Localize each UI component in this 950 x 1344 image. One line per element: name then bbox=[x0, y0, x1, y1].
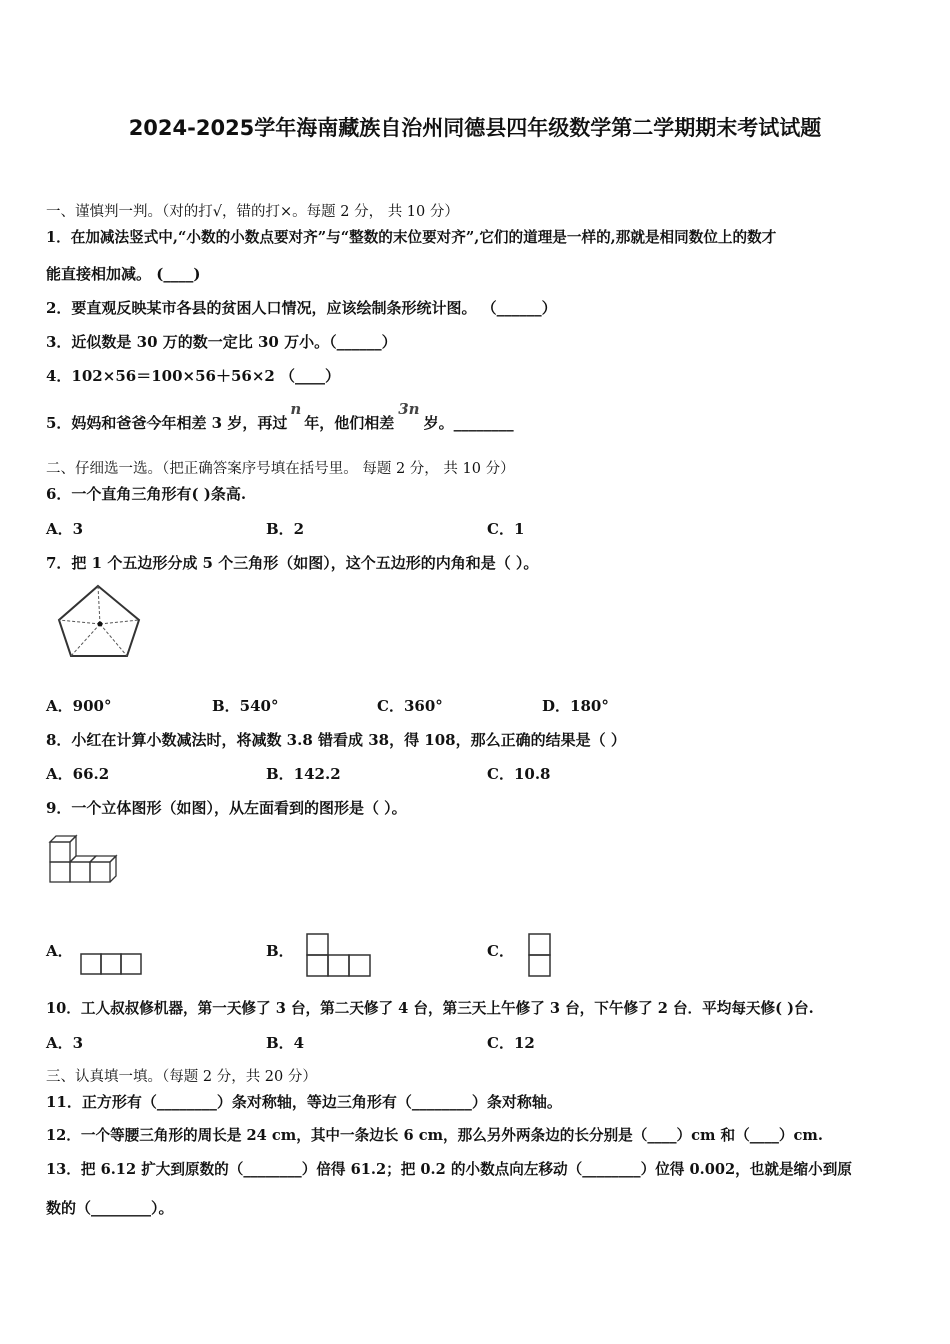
question-4: 4．102×56＝100×56＋56×2 （____） bbox=[46, 367, 341, 385]
question-13-line-2: 数的（________）。 bbox=[46, 1199, 174, 1217]
q9-option-c-figure bbox=[528, 932, 552, 978]
q8-option-a: A．66.2 bbox=[46, 765, 110, 783]
q7-option-a: A．900° bbox=[46, 697, 112, 715]
section-3-heading: 三、认真填一填。（每题 2 分，共 20 分） bbox=[46, 1069, 317, 1085]
cube-stack-figure bbox=[46, 832, 126, 888]
q9-option-b-figure bbox=[306, 932, 372, 978]
question-8: 8．小红在计算小数减法时，将减数 3.8 错看成 38，得 108，那么正确的结果是（ ） bbox=[46, 731, 626, 749]
q6-option-c: C．1 bbox=[487, 520, 525, 538]
q9-option-a: A． bbox=[46, 942, 73, 960]
question-11: 11．正方形有（________）条对称轴，等边三角形有（________）条对称轴。 bbox=[46, 1093, 562, 1111]
q10-option-b: B．4 bbox=[266, 1034, 305, 1052]
question-1-line-2: 能直接相加减。 (____) bbox=[46, 265, 201, 283]
question-7: 7．把 1 个五边形分成 5 个三角形（如图），这个五边形的内角和是（ ）。 bbox=[46, 554, 539, 572]
variable-3n: 3n bbox=[398, 400, 420, 418]
question-3: 3．近似数是 30 万的数一定比 30 万小。（______） bbox=[46, 333, 397, 351]
question-5-text-b: 年，他们相差 bbox=[304, 414, 395, 432]
q10-option-a: A．3 bbox=[46, 1034, 84, 1052]
q6-option-b: B．2 bbox=[266, 520, 305, 538]
q10-option-c: C．12 bbox=[487, 1034, 535, 1052]
page-title: 2024-2025学年海南藏族自治州同德县四年级数学第二学期期末考试试题 bbox=[128, 116, 822, 140]
question-2: 2．要直观反映某市各县的贫困人口情况，应该绘制条形统计图。 （______） bbox=[46, 299, 557, 317]
question-9: 9．一个立体图形（如图），从左面看到的图形是（ ）。 bbox=[46, 799, 407, 817]
question-13-line-1: 13．把 6.12 扩大到原数的（________）倍得 61.2；把 0.2 的小数点向左移动（________）位得 0.002，也就是缩小到原 bbox=[46, 1161, 852, 1178]
section-1-heading: 一、谨慎判一判。（对的打√，错的打×。每题 2 分， 共 10 分） bbox=[46, 204, 459, 220]
q7-option-d: D．180° bbox=[542, 697, 609, 715]
question-5-text-c: 岁。________ bbox=[423, 414, 514, 432]
pentagon-diagonals bbox=[59, 586, 139, 656]
question-6: 6．一个直角三角形有( )条高. bbox=[46, 485, 247, 503]
q7-option-b: B．540° bbox=[212, 697, 279, 715]
q9-option-b: B． bbox=[266, 942, 294, 960]
q8-option-b: B．142.2 bbox=[266, 765, 341, 783]
q8-option-c: C．10.8 bbox=[487, 765, 551, 783]
pentagon-center-point bbox=[98, 622, 103, 627]
question-5-text-a: 5．妈妈和爸爸今年相差 3 岁，再过 bbox=[46, 414, 288, 432]
question-12: 12．一个等腰三角形的周长是 24 cm，其中一条边长 6 cm，那么另外两条边的长分别是（____）cm 和（____）cm. bbox=[46, 1127, 823, 1144]
variable-n: n bbox=[290, 400, 302, 418]
question-1-line-1: 1．在加减法竖式中,“小数的小数点要对齐”与“整数的末位要对齐”,它们的道理是一样的,那就是相同数位上的数才 bbox=[46, 229, 777, 246]
q9-option-a-figure bbox=[80, 952, 144, 976]
q9-option-c: C． bbox=[487, 942, 514, 960]
section-2-heading: 二、仔细选一选。（把正确答案序号填在括号里。 每题 2 分， 共 10 分） bbox=[46, 461, 515, 477]
q7-option-c: C．360° bbox=[377, 697, 443, 715]
q6-option-a: A．3 bbox=[46, 520, 84, 538]
question-10: 10．工人叔叔修机器，第一天修了 3 台，第二天修了 4 台，第三天上午修了 3 台，下午修了 2 台．平均每天修( )台. bbox=[46, 1000, 814, 1017]
question-5 bbox=[46, 400, 514, 433]
pentagon-figure bbox=[55, 584, 155, 664]
